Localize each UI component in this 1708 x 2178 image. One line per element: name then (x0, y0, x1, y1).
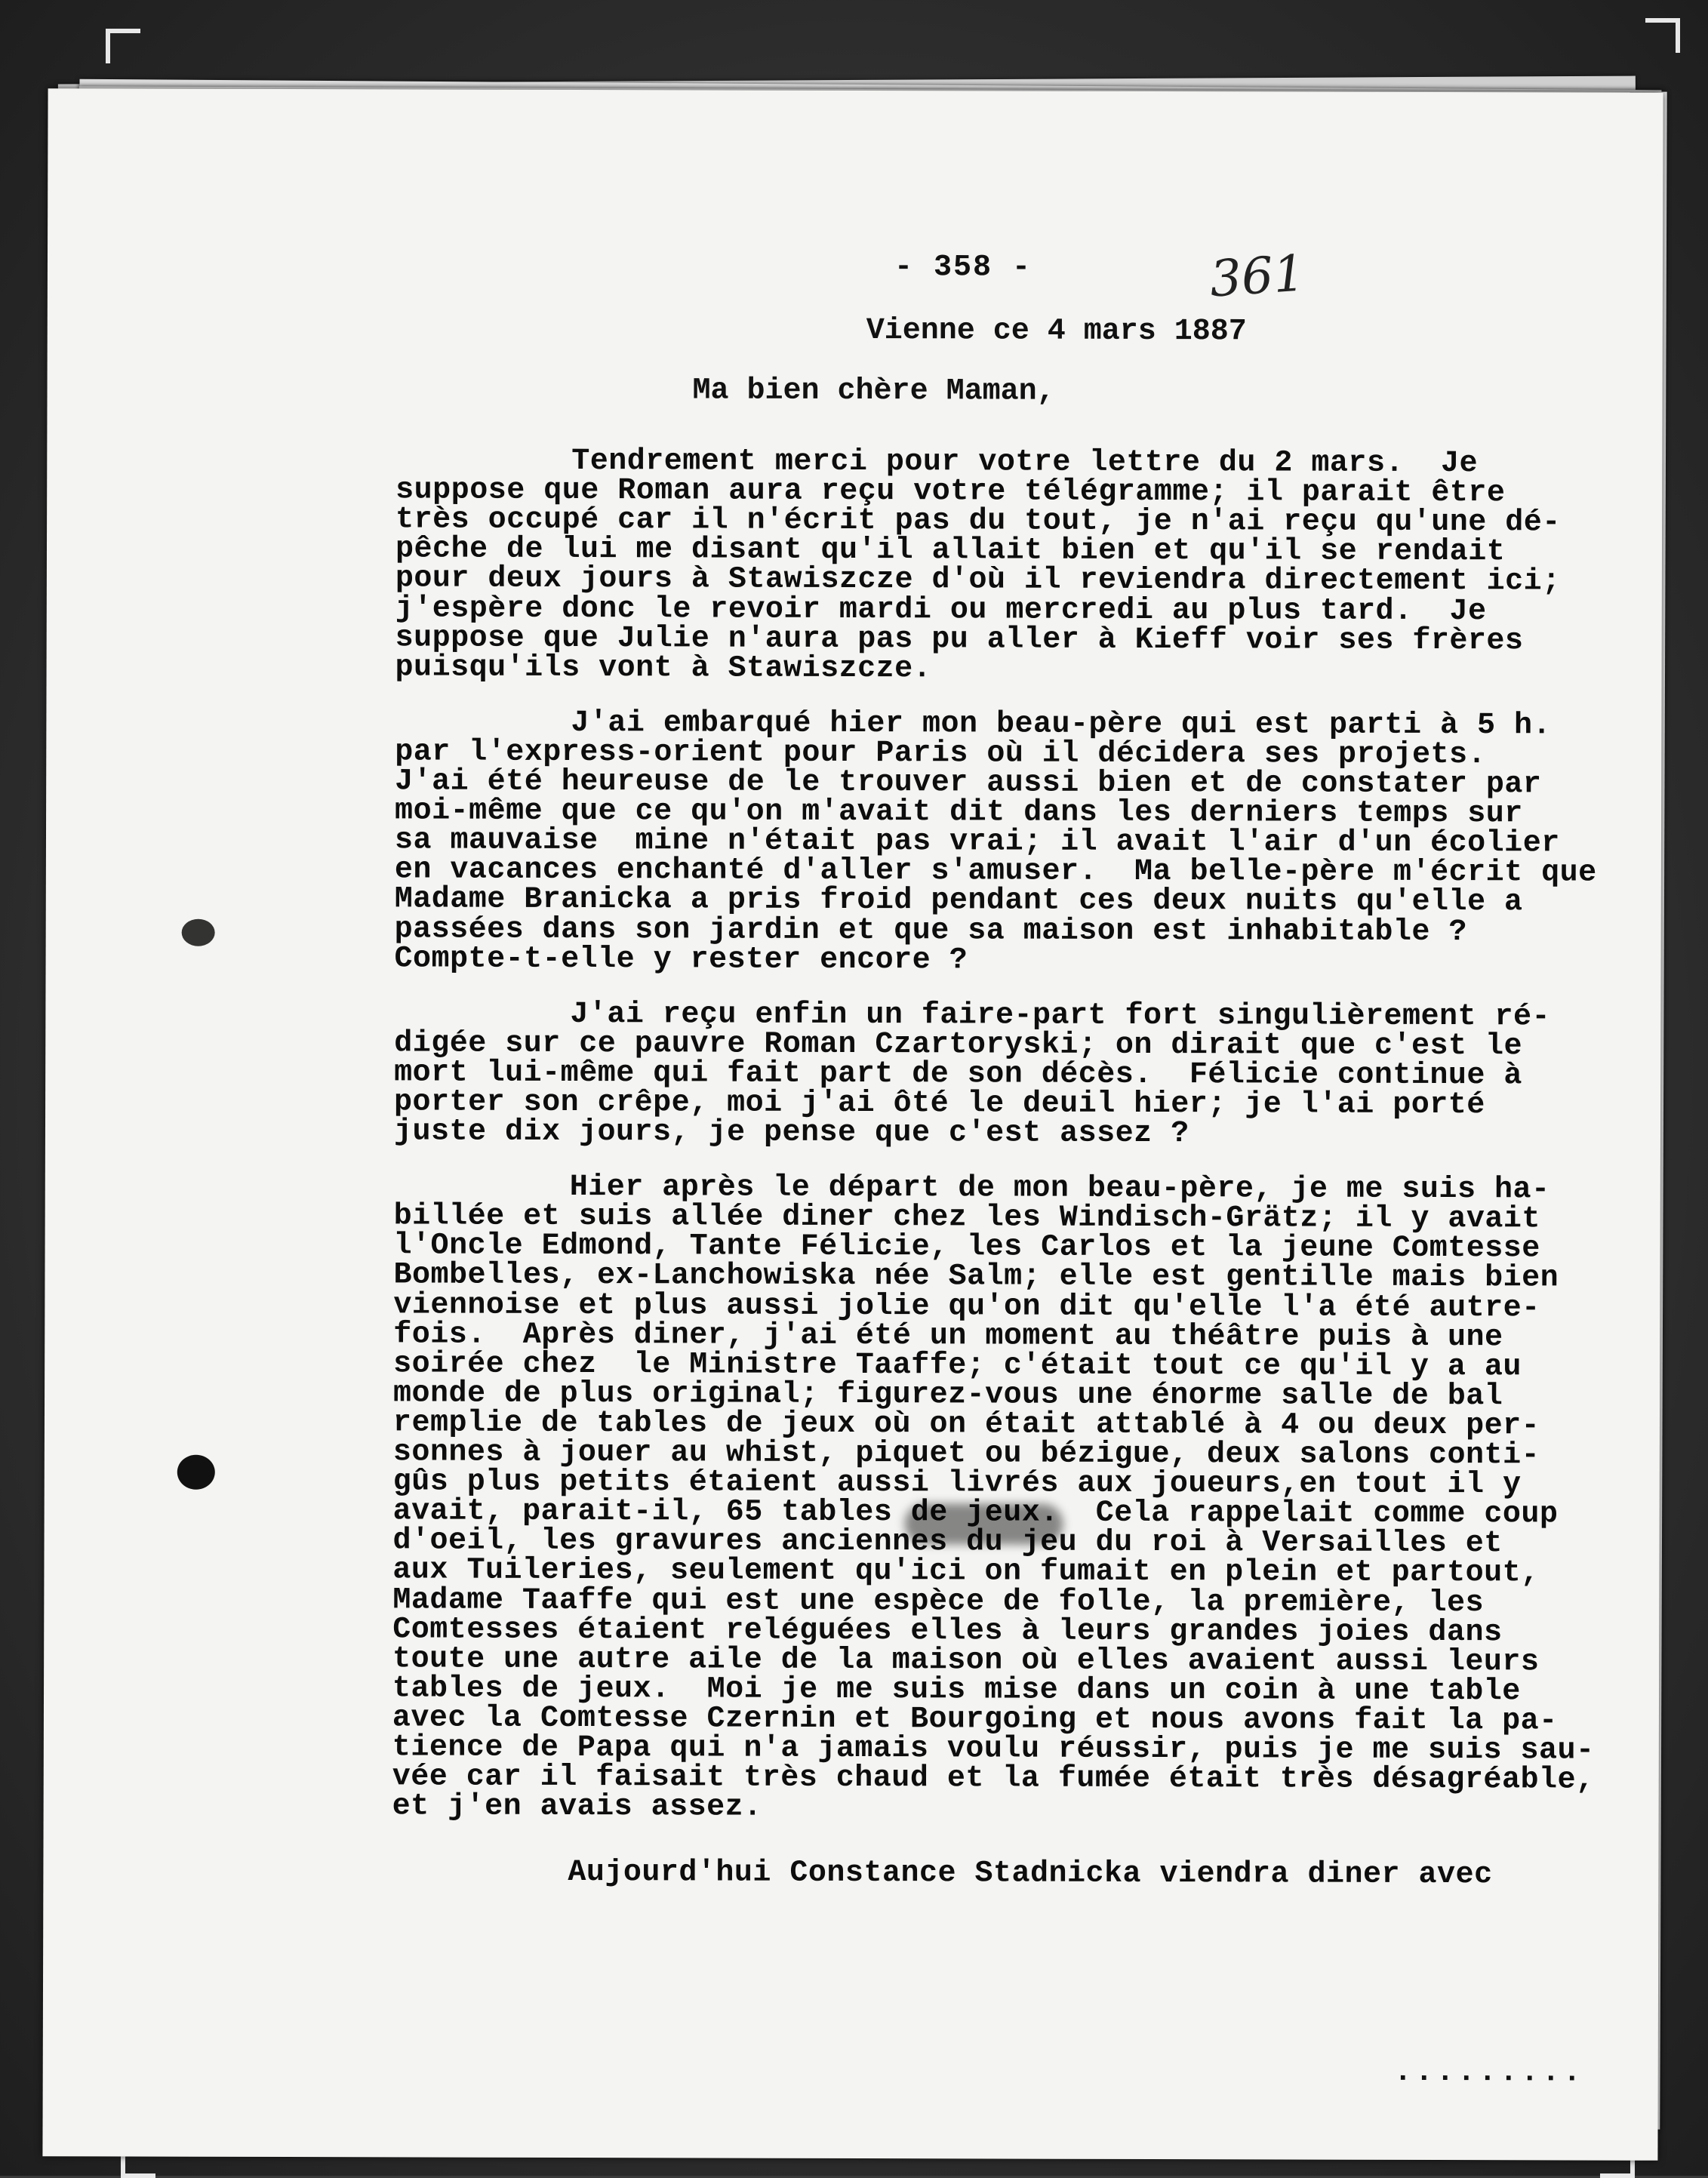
letter-line: soirée chez le Ministre Taaffe; c'était tout ce qu'il y a au (393, 1347, 1522, 1385)
ink-smudge (905, 1503, 1063, 1545)
letter-line: viennoise et plus aussi jolie qu'on dit qu'elle l'a été autre- (393, 1288, 1540, 1326)
letter-line: J'ai reçu enfin un faire-part fort singulièrement ré- (570, 998, 1551, 1035)
letter-line: billée et suis allée diner chez les Windisch-Grätz; il y avait (393, 1199, 1540, 1237)
letter-line: J'ai embarqué hier mon beau-père qui est parti à 5 h. (571, 706, 1552, 743)
letter-page (42, 88, 1663, 2161)
crop-mark-top-right (1645, 18, 1680, 53)
letter-line: remplie de tables de jeux où on était attablé à 4 ou deux per- (392, 1406, 1540, 1444)
letter-line: par l'express-orient pour Paris où il décidera ses projets. (395, 735, 1487, 773)
letter-line: avec la Comtesse Czernin et Bourgoing et nous avons fait la pa- (392, 1701, 1558, 1739)
letter-line: suppose que Roman aura reçu votre télégramme; il parait être (395, 473, 1506, 511)
letter-line: très occupé car il n'écrit pas du tout, je n'ai reçu qu'une dé- (395, 503, 1561, 540)
letter-line: en vacances enchanté d'aller s'amuser. Ma belle-père m'écrit que (394, 853, 1597, 891)
letter-line: pour deux jours à Stawiszcze d'où il reviendra directement ici; (395, 561, 1561, 599)
letter-line: Hier après le départ de mon beau-père, je me suis ha- (569, 1171, 1550, 1207)
letter-line: gûs plus petits étaient aussi livrés aux joueurs,en tout il y (392, 1465, 1522, 1503)
continuation-marker: ......... (1393, 2055, 1584, 2090)
punch-hole (182, 919, 215, 946)
letter-line: juste dix jours, je pense que c'est assez ? (393, 1115, 1189, 1152)
letter-line: j'espère donc le revoir mardi ou mercredi au plus tard. Je (395, 592, 1487, 629)
punch-hole (177, 1455, 215, 1490)
letter-line: sa mauvaise mine n'était pas vrai; il avait l'air d'un écolier (394, 823, 1560, 861)
letter-line: tience de Papa qui n'a jamais voulu réussir, puis je me suis sau- (392, 1730, 1595, 1768)
letter-line: Compte-t-elle y rester encore ? (394, 942, 968, 978)
letter-line: l'Oncle Edmond, Tante Félicie, les Carlos et la jeune Comtesse (393, 1229, 1540, 1266)
letter-line: digée sur ce pauvre Roman Czartoryski; on dirait que c'est le (394, 1026, 1523, 1064)
letter-line: pêche de lui me disant qu'il allait bien et qu'il se rendait (395, 532, 1506, 570)
page-number: - 358 - (894, 251, 1032, 285)
letter-line: monde de plus original; figurez-vous une énorme salle de bal (393, 1377, 1503, 1414)
letter-line: vée car il faisait très chaud et la fumée était très désagréable, (392, 1760, 1595, 1798)
letter-line: suppose que Julie n'aura pas pu aller à Kieff voir ses frères (395, 621, 1524, 659)
letter-line: avait, parait-il, 65 tables de jeux. Cela rappelait comme coup (392, 1494, 1559, 1532)
letter-line: toute une autre aile de la maison où elles avaient aussi leurs (392, 1642, 1540, 1680)
letter-line: et j'en avais assez. (392, 1789, 762, 1825)
letter-line: aux Tuileries, seulement qu'ici on fumait en plein et partout, (392, 1553, 1540, 1591)
letter-line: passées dans son jardin et que sa maison est inhabitable ? (394, 912, 1467, 950)
letter-line: d'oeil, les gravures anciennes du jeu du roi à Versailles et (392, 1524, 1503, 1561)
letter-line: tables de jeux. Moi je me suis mise dans un coin à une table (392, 1672, 1521, 1709)
salutation: Ma bien chère Maman, (692, 374, 1055, 409)
handwritten-page-number: 361 (1208, 244, 1307, 309)
letter-line: moi-même que ce qu'on m'avait dit dans les derniers temps sur (395, 794, 1523, 832)
letter-line: J'ai été heureuse de le trouver aussi bien et de constater par (395, 764, 1542, 802)
letter-line: Comtesses étaient reléguées elles à leurs grandes joies dans (392, 1613, 1503, 1650)
letter-line: puisqu'ils vont à Stawiszcze. (395, 651, 932, 687)
crop-mark-top-left (106, 29, 140, 63)
letter-line: porter son crêpe, moi j'ai ôté le deuil hier; je l'ai porté (394, 1085, 1485, 1123)
letter-line: Madame Branicka a pris froid pendant ces deux nuits qu'elle a (394, 882, 1523, 920)
letter-line: Tendrement merci pour votre lettre du 2 mars. Je (571, 445, 1479, 481)
letter-line: mort lui-même qui fait part de son décès. Félicie continue à (394, 1056, 1522, 1094)
letter-line: Madame Taaffe qui est une espèce de folle, la première, les (392, 1583, 1485, 1621)
letter-line: Bombelles, ex-Lanchowiska née Salm; elle est gentille mais bien (393, 1258, 1559, 1296)
letter-line: Aujourd'hui Constance Stadnicka viendra diner avec (568, 1856, 1493, 1893)
dateline: Vienne ce 4 mars 1887 (866, 314, 1247, 349)
letter-line: sonnes à jouer au whist, piquet ou bézigue, deux salons conti- (392, 1435, 1540, 1473)
letter-line: fois. Après diner, j'ai été un moment au théâtre puis à une (393, 1318, 1503, 1355)
